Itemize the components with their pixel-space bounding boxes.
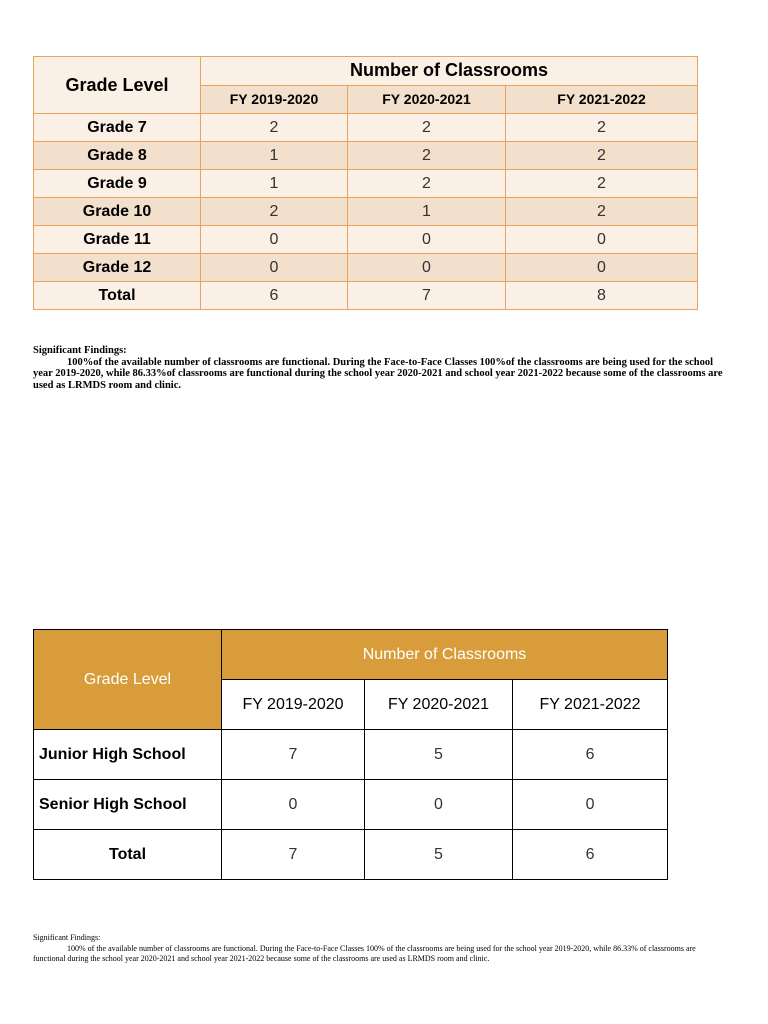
row-label: Grade 9 xyxy=(34,170,201,198)
cell-value: 5 xyxy=(365,730,513,780)
findings-heading: Significant Findings: xyxy=(33,933,101,942)
cell-value: 0 xyxy=(201,226,348,254)
findings-body-wrap xyxy=(33,357,723,392)
grade-level-header: Grade Level xyxy=(34,57,201,114)
cell-value: 0 xyxy=(348,254,506,282)
table-row xyxy=(34,780,668,830)
table-row xyxy=(34,114,698,142)
cell-value: 0 xyxy=(513,780,668,830)
cell-value: 2 xyxy=(506,198,698,226)
table-row-total xyxy=(34,282,698,310)
row-label: Total xyxy=(34,282,201,310)
cell-value: 7 xyxy=(222,730,365,780)
row-label: Grade 10 xyxy=(34,198,201,226)
findings-heading: Significant Findings: xyxy=(33,345,127,356)
row-label: Grade 11 xyxy=(34,226,201,254)
cell-value: 0 xyxy=(506,226,698,254)
significant-findings-2 xyxy=(33,933,723,965)
cell-value: 1 xyxy=(201,170,348,198)
year-header: FY 2019-2020 xyxy=(222,680,365,730)
table-row xyxy=(34,226,698,254)
cell-value: 0 xyxy=(201,254,348,282)
cell-value: 7 xyxy=(222,830,365,880)
cell-value: 0 xyxy=(506,254,698,282)
row-label: Junior High School xyxy=(34,730,222,780)
row-label: Senior High School xyxy=(34,780,222,830)
row-label: Grade 7 xyxy=(34,114,201,142)
grade-level-header: Grade Level xyxy=(34,630,222,730)
findings-body: 100% of the available number of classrooms are functional. During the Face-to-Face Classes 100% of the classrooms are being used for the school year 2019-2020, while 86.33% of classrooms are functional during the school year 2020-2021 and school year 2021-2022 because some of the classrooms are used as LRMDS room and clinic. xyxy=(33,943,696,963)
table-row-total xyxy=(34,830,668,880)
table-row xyxy=(34,142,698,170)
cell-value: 2 xyxy=(506,170,698,198)
cell-value: 6 xyxy=(513,730,668,780)
cell-value: 6 xyxy=(513,830,668,880)
cell-value: 6 xyxy=(201,282,348,310)
cell-value: 1 xyxy=(201,142,348,170)
findings-body: 100%of the available number of classrooms are functional. During the Face-to-Face Classes 100%of the classrooms are being used for the school year 2019-2020, while 86.33%of classrooms are functional during the school year 2020-2021 and school year 2021-2022 because some of the classrooms are used as LRMDS room and clinic. xyxy=(33,356,723,391)
findings-body-wrap xyxy=(33,944,723,965)
table-row xyxy=(34,730,668,780)
cell-value: 0 xyxy=(222,780,365,830)
cell-value: 2 xyxy=(506,114,698,142)
year-header: FY 2021-2022 xyxy=(506,85,698,114)
cell-value: 7 xyxy=(348,282,506,310)
cell-value: 0 xyxy=(365,780,513,830)
cell-value: 2 xyxy=(201,114,348,142)
cell-value: 2 xyxy=(506,142,698,170)
cell-value: 8 xyxy=(506,282,698,310)
cell-value: 1 xyxy=(348,198,506,226)
number-of-classrooms-header: Number of Classrooms xyxy=(222,630,668,680)
cell-value: 2 xyxy=(201,198,348,226)
cell-value: 2 xyxy=(348,142,506,170)
year-header: FY 2020-2021 xyxy=(365,680,513,730)
row-label: Grade 12 xyxy=(34,254,201,282)
significant-findings-1 xyxy=(33,345,723,391)
table-row xyxy=(34,198,698,226)
cell-value: 2 xyxy=(348,170,506,198)
cell-value: 0 xyxy=(348,226,506,254)
classrooms-by-school-level-table xyxy=(33,629,668,880)
row-label: Grade 8 xyxy=(34,142,201,170)
cell-value: 5 xyxy=(365,830,513,880)
classrooms-by-grade-table xyxy=(33,56,698,310)
year-header: FY 2020-2021 xyxy=(348,85,506,114)
table-row xyxy=(34,254,698,282)
cell-value: 2 xyxy=(348,114,506,142)
table-row xyxy=(34,170,698,198)
row-label: Total xyxy=(34,830,222,880)
year-header: FY 2021-2022 xyxy=(513,680,668,730)
number-of-classrooms-header: Number of Classrooms xyxy=(201,57,698,86)
year-header: FY 2019-2020 xyxy=(201,85,348,114)
